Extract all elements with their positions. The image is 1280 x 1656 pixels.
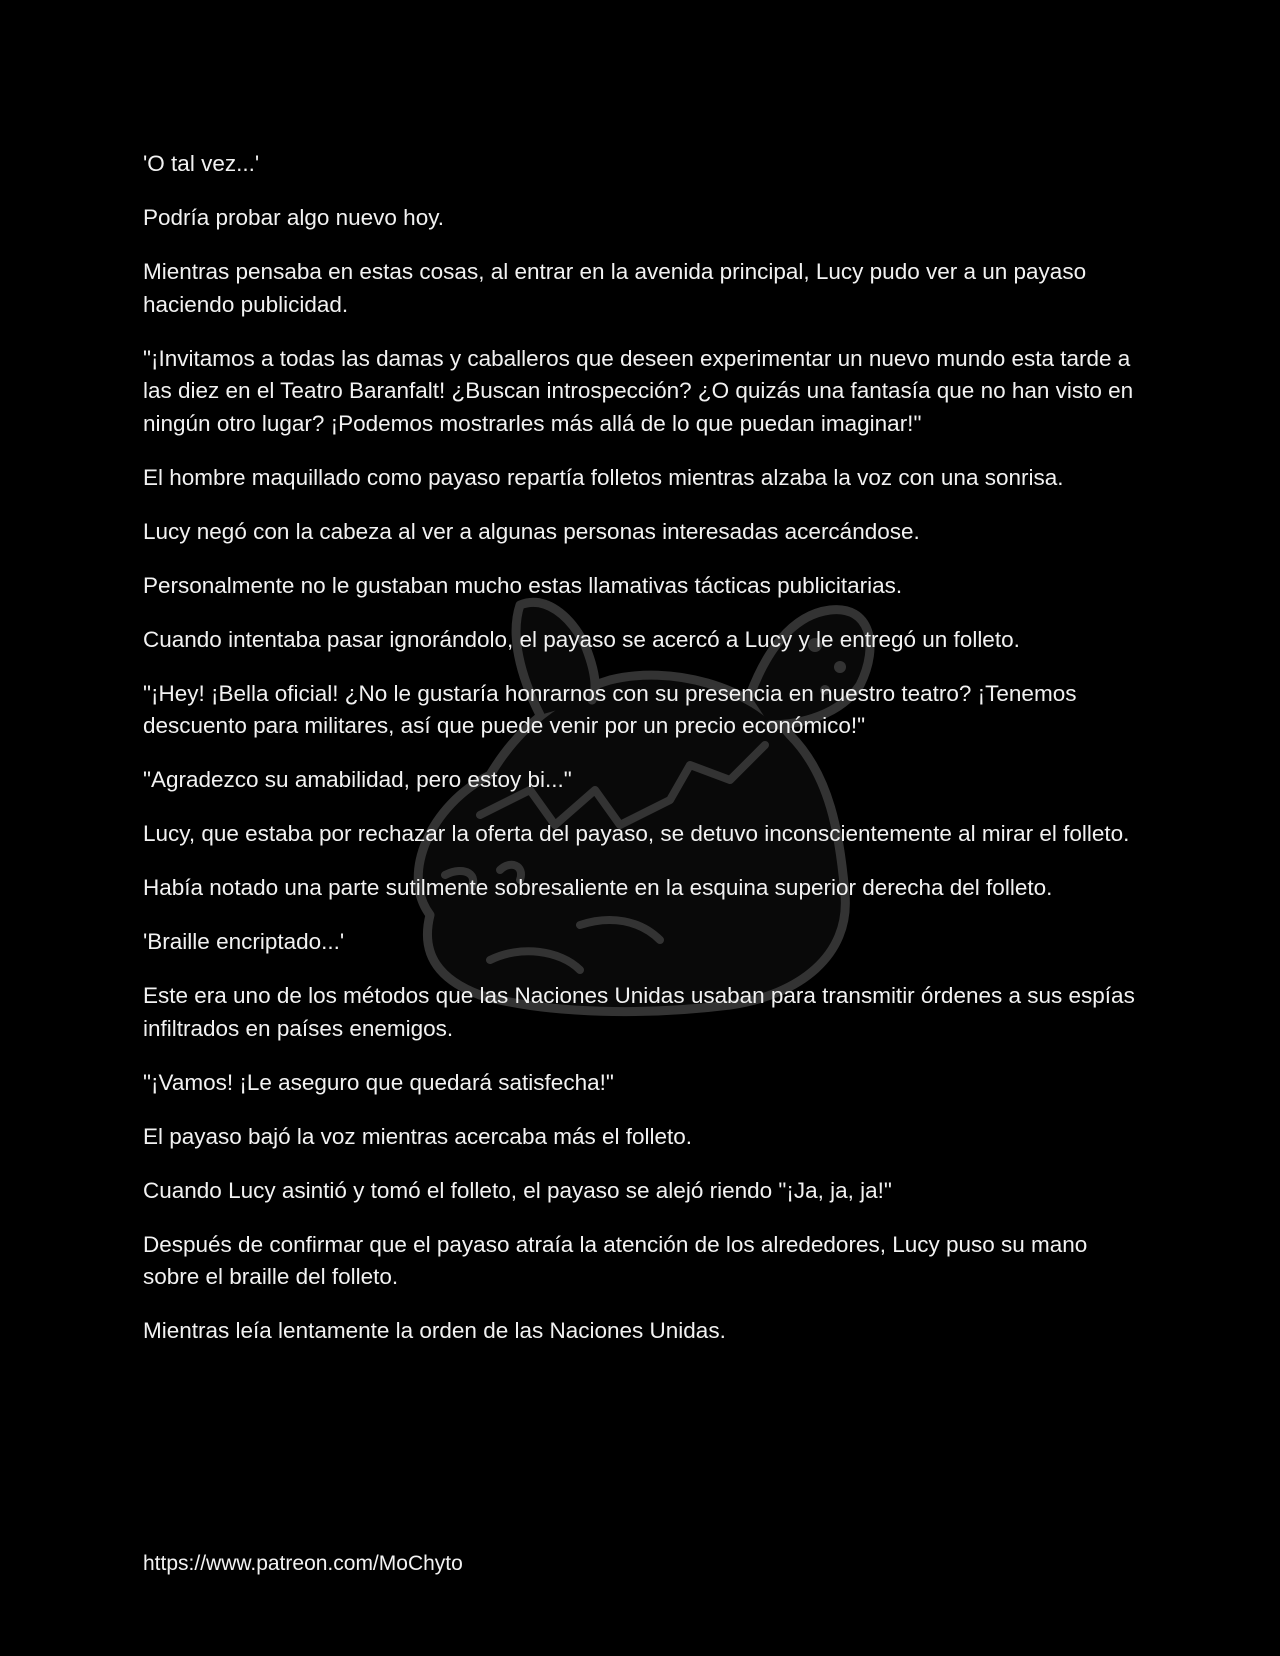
paragraph: 'Braille encriptado...' (143, 929, 345, 954)
paragraph: Cuando Lucy asintió y tomó el folleto, el payaso se alejó riendo "¡Ja, ja, ja!" (143, 1177, 892, 1203)
paragraph: Personalmente no le gustaban mucho estas llamativas tácticas publicitarias. (143, 572, 903, 598)
paragraph: 'O tal vez...' (143, 151, 260, 176)
paragraph: El hombre maquillado como payaso repartía folletos mientras alzaba la voz con una sonrisa. (143, 464, 1064, 490)
document-body (143, 148, 1143, 1369)
paragraph: El payaso bajó la voz mientras acercaba más el folleto. (143, 1123, 693, 1149)
paragraph: Cuando intentaba pasar ignorándolo, el payaso se acercó a Lucy y le entregó un folleto. (143, 626, 1020, 652)
paragraph: Este era uno de los métodos que las Naciones Unidas usaban para transmitir órdenes a sus espías infiltrados en países enemigos. (143, 983, 1135, 1041)
paragraph: Mientras pensaba en estas cosas, al entrar en la avenida principal, Lucy pudo ver a un payaso haciendo publicidad. (143, 259, 1087, 317)
paragraph: "¡Vamos! ¡Le aseguro que quedará satisfecha!" (143, 1069, 614, 1095)
paragraph: Después de confirmar que el payaso atraía la atención de los alrededores, Lucy puso su mano sobre el braille del folleto. (143, 1231, 1088, 1289)
paragraph: Lucy negó con la cabeza al ver a algunas personas interesadas acercándose. (143, 518, 920, 544)
patreon-link[interactable]: https://www.patreon.com/MoChyto (143, 1552, 463, 1575)
paragraph: Podría probar algo nuevo hoy. (143, 205, 445, 230)
paragraph: "Agradezco su amabilidad, pero estoy bi..." (143, 767, 572, 792)
paragraph: "¡Hey! ¡Bella oficial! ¿No le gustaría honrarnos con su presencia en nuestro teatro? ¡Tenemos descuento para militares, así que puede venir por un precio económico!" (143, 680, 1077, 738)
paragraph: Mientras leía lentamente la orden de las Naciones Unidas. (143, 1318, 726, 1343)
paragraph: Había notado una parte sutilmente sobresaliente en la esquina superior derecha del folleto. (143, 875, 1053, 900)
paragraph: Lucy, que estaba por rechazar la oferta del payaso, se detuvo inconscientemente al mirar el folleto. (143, 821, 1130, 846)
paragraph: "¡Invitamos a todas las damas y caballeros que deseen experimentar un nuevo mundo esta tarde a las diez en el Teatro Baranfalt! ¿Buscan introspección? ¿O quizás una fantasía que no han visto en ningún otro lugar? ¡Podemos mostrarles más allá de lo que puedan imaginar!" (143, 345, 1134, 436)
